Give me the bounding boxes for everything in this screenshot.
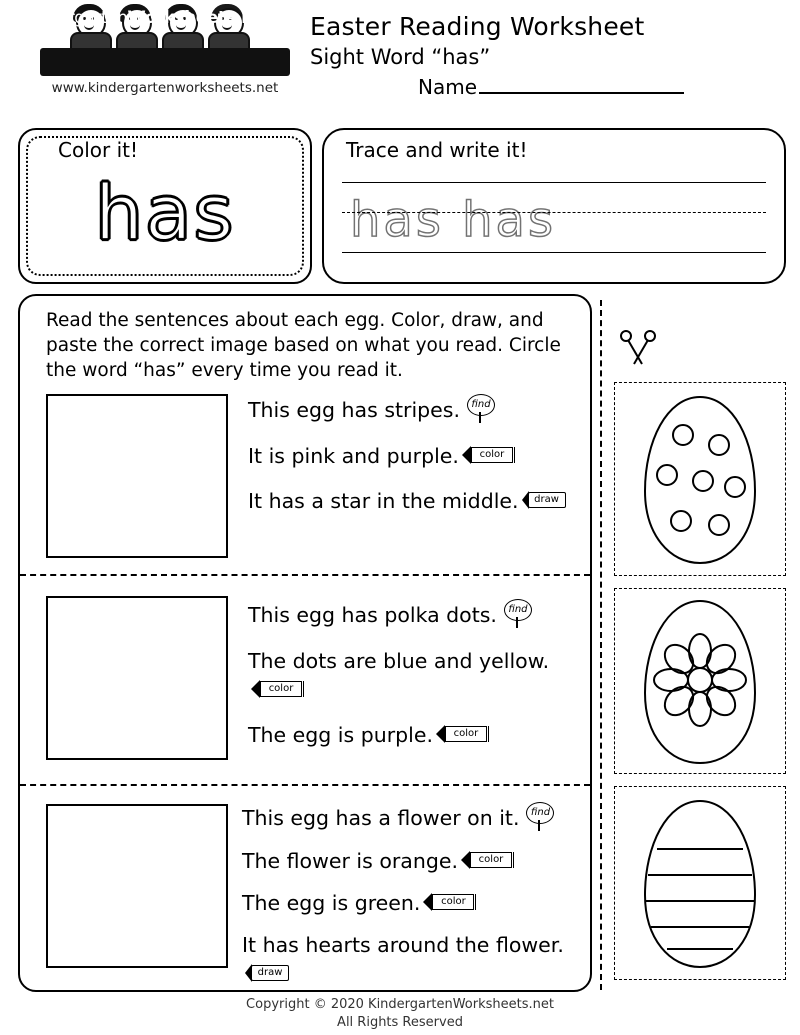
sentence-line bbox=[242, 931, 587, 989]
cutout-card-polka-dot-egg[interactable] bbox=[614, 382, 786, 576]
sentence-line bbox=[248, 601, 578, 631]
color-it-panel bbox=[18, 128, 312, 284]
sentence-text: It has hearts around the flower. bbox=[242, 933, 564, 957]
logo-url: www.kindergartenworksheets.net bbox=[51, 80, 279, 96]
find-icon: find bbox=[522, 802, 556, 832]
page-title: Easter Reading Worksheet bbox=[310, 12, 645, 41]
sentence-text: This egg has stripes. bbox=[248, 398, 460, 422]
sentence-group-2 bbox=[248, 601, 578, 766]
paste-box-3[interactable] bbox=[46, 804, 228, 968]
title-block bbox=[310, 12, 780, 99]
sentence-line bbox=[248, 487, 578, 516]
color-icon: color bbox=[436, 725, 494, 743]
trace-panel bbox=[322, 128, 786, 284]
color-icon: color bbox=[251, 680, 309, 698]
logo-bar bbox=[40, 48, 290, 76]
trace-rule-bottom bbox=[342, 252, 766, 253]
name-field-row bbox=[418, 75, 780, 99]
sentence-group-1 bbox=[248, 396, 578, 532]
color-icon: color bbox=[423, 893, 481, 911]
sentence-text: This egg has a flower on it. bbox=[242, 806, 520, 830]
color-icon: color bbox=[461, 851, 519, 869]
sentence-line bbox=[248, 721, 578, 750]
reading-panel bbox=[18, 294, 592, 992]
color-it-label: Color it! bbox=[58, 138, 138, 162]
draw-icon: draw bbox=[522, 491, 578, 509]
sentence-line bbox=[242, 804, 587, 834]
logo-word-worksheets: Worksheets bbox=[127, 8, 236, 27]
sentence-text: The dots are blue and yellow. bbox=[248, 649, 550, 673]
section-divider bbox=[20, 574, 590, 576]
sentence-text: The flower is orange. bbox=[242, 849, 458, 873]
sentence-text: It has a star in the middle. bbox=[248, 489, 519, 513]
page-subtitle: Sight Word “has” bbox=[310, 45, 491, 69]
rights-text: All Rights Reserved bbox=[337, 1015, 463, 1030]
trace-label: Trace and write it! bbox=[346, 138, 528, 162]
cut-here-line bbox=[600, 300, 602, 990]
logo-word-tld: .net bbox=[235, 8, 272, 27]
copyright-text: Copyright © 2020 KindergartenWorksheets.net bbox=[246, 997, 554, 1012]
logo-word-kindergarten: Kindergarten bbox=[22, 8, 128, 27]
footer bbox=[0, 996, 800, 1032]
site-logo bbox=[22, 4, 292, 96]
find-icon: find bbox=[500, 599, 534, 629]
logo-wordmark bbox=[22, 4, 272, 32]
paste-box-1[interactable] bbox=[46, 394, 228, 558]
color-it-word[interactable]: has bbox=[94, 168, 236, 257]
paste-box-2[interactable] bbox=[46, 596, 228, 760]
sentence-line bbox=[242, 847, 587, 876]
find-icon: find bbox=[463, 394, 497, 424]
sentence-text: This egg has polka dots. bbox=[248, 603, 497, 627]
sentence-line bbox=[248, 442, 578, 471]
sentence-line bbox=[248, 647, 578, 705]
sentence-text: The egg is green. bbox=[242, 891, 421, 915]
draw-icon: draw bbox=[245, 964, 301, 982]
name-input-line[interactable] bbox=[479, 76, 684, 94]
sentence-group-3 bbox=[242, 804, 587, 1002]
section-divider bbox=[20, 784, 590, 786]
cutout-card-striped-egg[interactable] bbox=[614, 786, 786, 980]
sentence-text: The egg is purple. bbox=[248, 723, 433, 747]
trace-dotted-words[interactable]: has has bbox=[350, 192, 556, 248]
trace-rule-top bbox=[342, 182, 766, 183]
worksheet-header bbox=[0, 0, 800, 120]
instructions-text: Read the sentences about each egg. Color, draw, and paste the correct image based on what you read. Circle the word “has” every time you read it. bbox=[46, 310, 561, 381]
sentence-line bbox=[242, 889, 587, 918]
name-label: Name bbox=[418, 75, 478, 99]
sentence-text: It is pink and purple. bbox=[248, 444, 459, 468]
sentence-line bbox=[248, 396, 578, 426]
cutout-card-flower-egg[interactable] bbox=[614, 588, 786, 774]
color-icon: color bbox=[462, 446, 520, 464]
scissors-icon bbox=[616, 330, 662, 366]
